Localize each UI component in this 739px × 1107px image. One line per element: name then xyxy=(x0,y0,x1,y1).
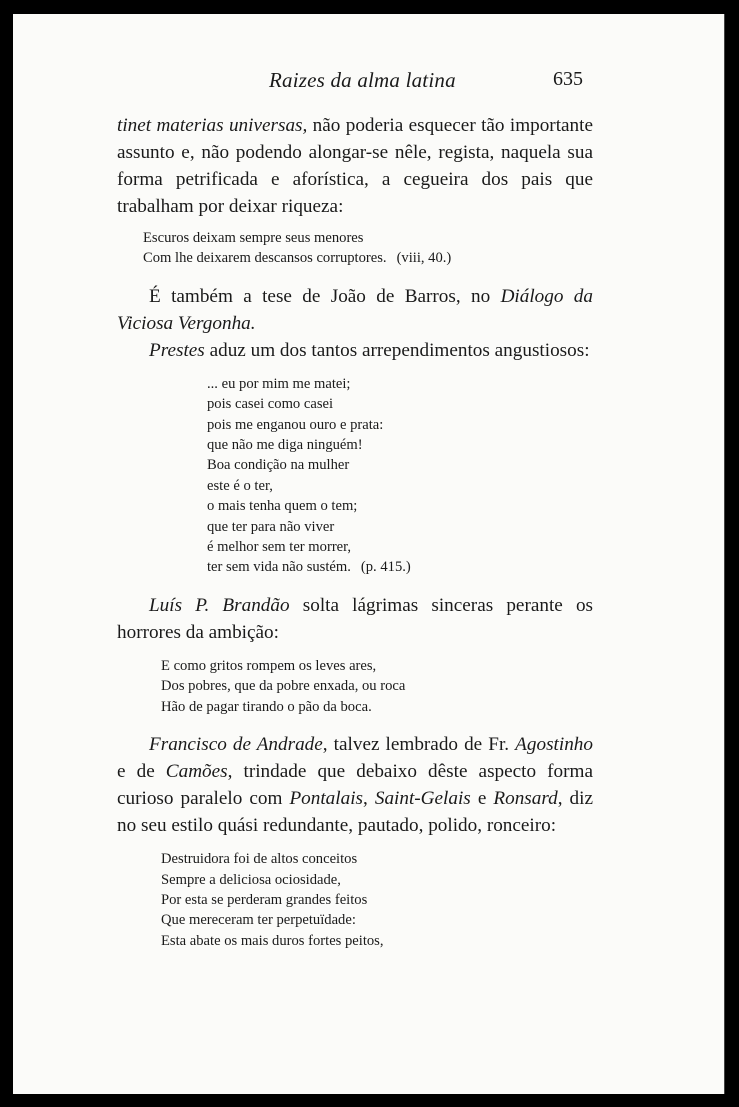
work-title: Diálogo da Viciosa Vergonha. xyxy=(117,285,593,334)
verse-line: que ter para não viver xyxy=(207,518,335,535)
verse-line: ... eu por mim me matei; xyxy=(207,375,351,392)
paragraph-5: Francisco de Andrade, talvez lembrado de Fr. Agostinho e de Camões, trindade que debaixo dêste aspecto forma curioso paralelo com Pontalais, Saint-Gelais e Ronsard, diz no seu estilo quási redundante, pautado, polido, ronceiro: xyxy=(117,734,593,837)
verse-line: Sempre a deliciosa ociosidade, xyxy=(161,871,341,888)
verse-line: Que mereceram ter perpetuïdade: xyxy=(161,912,356,929)
book-page xyxy=(13,14,725,1094)
paragraph-1-text: não poderia esquecer tão importante assunto e, não podendo alongar-se nêle, regista, naquela sua forma petrificada e aforística, a cegueira dos pais que trabalham por deixar riqueza: xyxy=(117,115,593,217)
verse-line: Escuros deixam sempre seus menores xyxy=(143,230,364,246)
citation: (p. 415.) xyxy=(360,559,411,576)
author-name: Prestes xyxy=(149,339,205,361)
verse-line: que não me diga ninguém! xyxy=(207,437,363,454)
paragraph-1 xyxy=(117,112,593,220)
verse-line: pois me enganou ouro e prata: xyxy=(207,416,384,433)
verse-line: Por esta se perderam grandes feitos xyxy=(161,891,368,908)
author-name: Luís P. Brandão xyxy=(149,594,290,616)
verse-block-2 xyxy=(207,374,593,578)
verse-line: Esta abate os mais duros fortes peitos, xyxy=(161,932,384,949)
verse-line: Boa condição na mulher xyxy=(207,457,350,474)
verse-line: Dos pobres, que da pobre enxada, ou roca xyxy=(161,678,406,695)
paragraph-2: É também a tese de João de Barros, no Diálogo da Viciosa Vergonha. xyxy=(117,285,593,334)
running-title: Raizes da alma latina xyxy=(269,68,456,92)
page-body xyxy=(117,112,593,951)
verse-line: Destruidora foi de altos conceitos xyxy=(161,851,358,868)
verse-block-3 xyxy=(161,656,593,717)
paragraph-4: Luís P. Brandão solta lágrimas sinceras perante os horrores da ambição: xyxy=(117,594,594,643)
verse-line: este é o ter, xyxy=(207,477,273,494)
verse-block-4 xyxy=(161,849,593,951)
verse-line: Hão de pagar tirando o pão da boca. xyxy=(161,698,372,715)
verse-line: ter sem vida não sustém. (p. 415.) xyxy=(207,559,411,576)
verse-line: é melhor sem ter morrer, xyxy=(207,539,352,556)
latin-quote: tinet materias universas, xyxy=(117,115,308,136)
running-header xyxy=(13,68,724,98)
verse-line: Com lhe deixarem descansos corruptores. (viii, 40.) xyxy=(143,250,452,267)
verse-line: E como gritos rompem os leves ares, xyxy=(161,657,377,674)
verse-block-1 xyxy=(143,228,593,269)
paragraph-3: Prestes aduz um dos tantos arrependimentos angustiosos: xyxy=(149,339,590,361)
verse-line: o mais tenha quem o tem; xyxy=(207,498,358,515)
citation: (viii, 40.) xyxy=(396,250,452,267)
page-number: 635 xyxy=(553,68,583,90)
verse-line: pois casei como casei xyxy=(207,396,334,413)
